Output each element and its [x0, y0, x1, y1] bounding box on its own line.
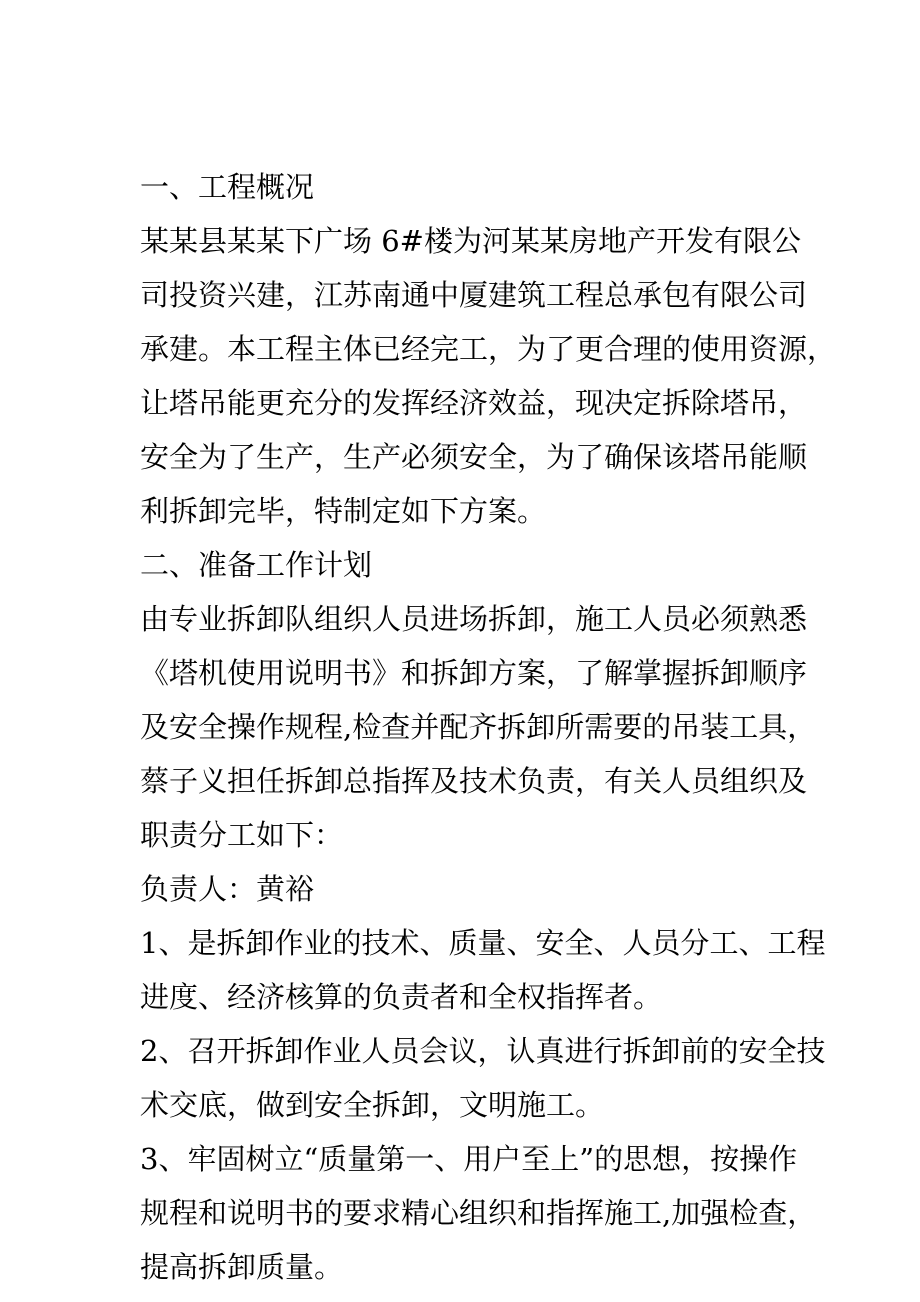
text-line: 术交底，做到安全拆卸，文明施工。 [140, 1088, 605, 1122]
section-heading-plan: 二、准备工作计划 [140, 548, 373, 582]
document-body [140, 160, 837, 1294]
text-line: 安全为了生产，生产必须安全，为了确保该塔吊能顺 [140, 440, 808, 474]
text-line: 职责分工如下： [140, 818, 344, 852]
text-line: 利拆卸完毕，特制定如下方案。 [140, 494, 547, 528]
section-heading-overview: 一、工程概况 [140, 170, 315, 204]
text-line: 蔡子义担任拆卸总指挥及技术负责，有关人员组织及 [140, 764, 808, 798]
text-line: 承建。本工程主体已经完工，为了更合理的使用资源， [140, 332, 837, 366]
text-line: 让塔吊能更充分的发挥经济效益，现决定拆除塔吊， [140, 386, 808, 420]
list-item-3: 3、牢固树立“质量第一、用户至上”的思想，按操作 [140, 1142, 798, 1176]
text-line: 提高拆卸质量。 [140, 1250, 344, 1284]
text-line: 某某县某某下广场 6#楼为河某某房地产开发有限公 [140, 224, 801, 258]
text-line: 由专业拆卸队组织人员进场拆卸，施工人员必须熟悉 [140, 602, 808, 636]
text-line: 司投资兴建，江苏南通中厦建筑工程总承包有限公司 [140, 278, 808, 312]
responsible-person-line: 负责人：黄裕 [140, 872, 315, 906]
text-line: 规程和说明书的要求精心组织和指挥施工,加强检查， [140, 1196, 817, 1230]
text-line: 《塔机使用说明书》和拆卸方案，了解掌握拆卸顺序 [140, 656, 808, 690]
text-line: 进度、经济核算的负责者和全权指挥者。 [140, 980, 663, 1014]
text-line: 及安全操作规程,检查并配齐拆卸所需要的吊装工具， [140, 710, 817, 744]
list-item-1: 1、是拆卸作业的技术、质量、安全、人员分工、工程 [140, 926, 826, 960]
list-item-2: 2、召开拆卸作业人员会议，认真进行拆卸前的安全技 [140, 1034, 826, 1068]
